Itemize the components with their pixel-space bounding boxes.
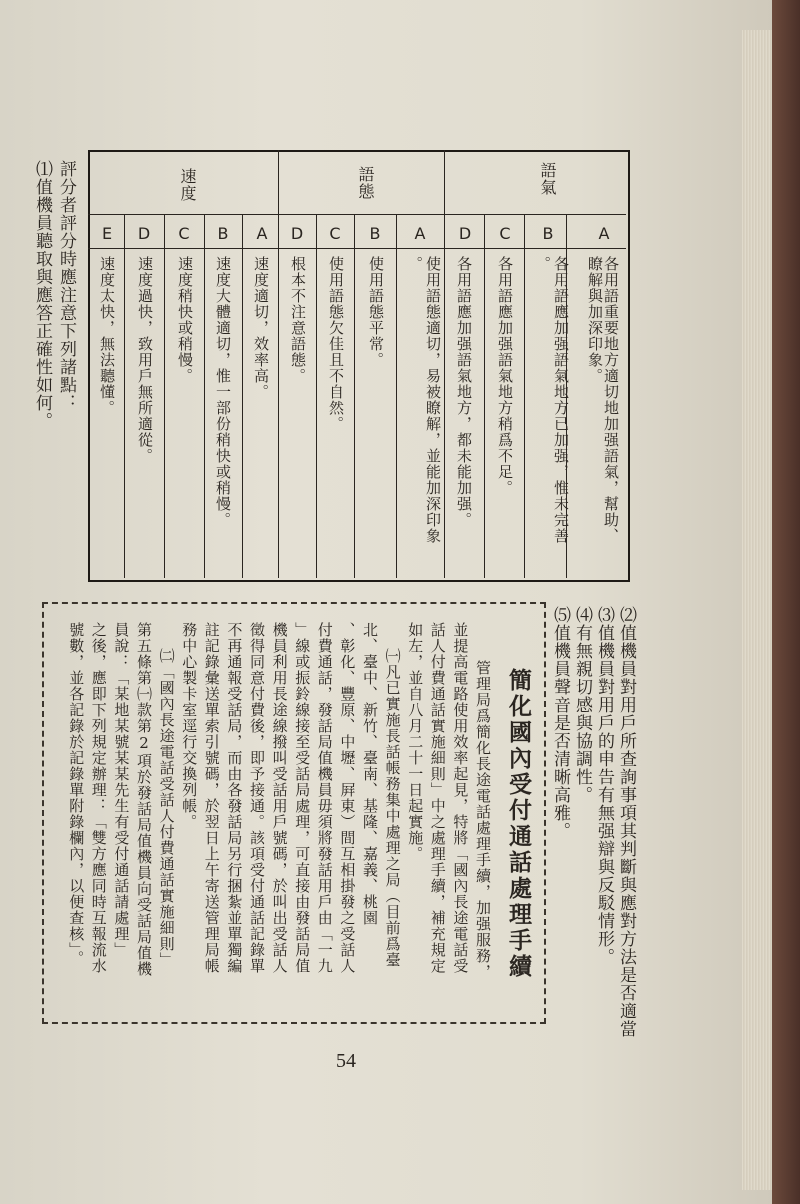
col-separator xyxy=(484,214,485,578)
article-column: 務中心製卡室逕行交換列帳。 xyxy=(180,622,199,830)
grade-letter: B xyxy=(217,224,229,243)
note-item-3: ⑶值機員對用戶的申告有無强辯與反駁情形。 xyxy=(594,606,614,966)
article-column: 」線或振鈴線接至受話局處理，可直接由發話局值 xyxy=(293,622,312,974)
article-column: 註記錄彙送單索引號碼，於翌日上午寄送管理局帳 xyxy=(202,622,221,974)
article-column: 第五條第㈠款第2項於發話局值機員向受話局值機 xyxy=(135,622,153,977)
grade-letter: E xyxy=(101,224,113,243)
article-column: 不再通報受話局，而由各發話局另行捆紮並單獨編 xyxy=(225,622,244,974)
grade-letter: A xyxy=(256,224,268,243)
grade-letter: B xyxy=(542,224,554,243)
desc-tone-b: 。 xyxy=(534,256,552,272)
book-spine xyxy=(772,0,800,1204)
desc-speed-a: 速度適切，效率高。 xyxy=(252,256,270,400)
article-column: 付費通話，發話局值機員毋須將發話用戶由「一九 xyxy=(315,622,334,974)
article-column: 之後，應即下列規定辦理：「雙方應同時互報流水 xyxy=(89,622,108,974)
notes-item-1: ⑴值機員聽取與應答正確性如何。 xyxy=(32,160,52,430)
col-separator xyxy=(124,214,125,578)
grade-letter: B xyxy=(369,224,381,243)
desc-attitude-b: 使用語態平常。 xyxy=(367,256,385,368)
desc-tone-c: 各用語應加强語氣地方稍爲不足。 xyxy=(496,256,514,496)
article-title: 簡化國內受付通話處理手續 xyxy=(505,668,532,980)
desc-tone-a: 各用語重要地方適切地加强語氣，幫助、 xyxy=(602,256,620,544)
grade-letter: D xyxy=(290,224,304,243)
col-separator xyxy=(354,214,355,578)
grade-letter: C xyxy=(178,224,190,243)
article-column: 員說：「某地某號某某先生有受付通話請處理」 xyxy=(112,622,131,958)
desc-speed-d: 速度過快，致用戶無所適從。 xyxy=(136,256,154,464)
grade-letter: A xyxy=(414,224,426,243)
article-column: 號數，並各記錄於記錄單附錄欄內，以便查核」。 xyxy=(67,622,86,967)
col-separator xyxy=(204,214,205,578)
desc-attitude-c: 使用語態欠佳且不自然。 xyxy=(327,256,345,432)
notes-heading: 評分者評分時應注意下列諸點： xyxy=(56,160,76,412)
header-divider xyxy=(88,214,626,215)
group-header-tone: 語氣 xyxy=(538,162,557,196)
article-column: 機員利用長途線撥叫受話用戶號碼，於叫出受話人 xyxy=(270,622,289,974)
article-column: 如左，並自八月二十一日起實施。 xyxy=(406,622,425,862)
desc-speed-c: 速度稍快或稍慢。 xyxy=(176,256,194,384)
article-column: 並提高電路使用效率起見，特將「國內長途電話受 xyxy=(451,622,470,974)
article-column: 、彰化、豐原、中壢、屛東）間互相掛發之受話人 xyxy=(338,622,357,974)
col-separator xyxy=(396,214,397,578)
article-column: ㈠凡已實施長話帳務集中處理之局（目前爲臺 xyxy=(383,648,402,968)
desc-tone-d: 各用語應加强語氣地方，都未能加强。 xyxy=(455,256,473,528)
note-item-2: ⑵值機員對用戶所查詢事項其判斷與應對方法是否適當 xyxy=(616,606,636,1038)
desc-tone-b: 各用語應加强語氣地方已加强，惟未完善 xyxy=(552,256,570,544)
grade-letter: C xyxy=(499,224,511,243)
grade-letter: A xyxy=(598,224,610,243)
grade-letter: D xyxy=(458,224,472,243)
article-column: 話人付費通話實施細則」中之處理手續，補充規定 xyxy=(428,622,447,974)
desc-speed-b: 速度大體適切，惟一部份稍快或稍慢。 xyxy=(214,256,232,528)
article-column: 北、臺中、新竹、臺南、基隆、嘉義、桃園 xyxy=(361,622,379,926)
note-item-4: ⑷有無親切感與協調性。 xyxy=(572,606,592,804)
group-separator-attitude xyxy=(444,150,445,578)
col-separator xyxy=(242,214,243,578)
group-separator-speed xyxy=(278,150,279,578)
desc-attitude-d: 根本不注意語態。 xyxy=(289,256,307,384)
page-edges xyxy=(742,30,772,1190)
desc-attitude-a: 使用語態適切，易被瞭解，並能加深印象 xyxy=(424,256,442,544)
grade-divider xyxy=(88,248,626,249)
article-column: ㈡「國內長途電話受話人付費通話實施細則」 xyxy=(157,648,176,968)
article-column: 徵得同意付費後，即予接通。該項受付通話記錄單 xyxy=(248,622,266,974)
article-column: 管理局爲簡化長途電話處理手續，加强服務， xyxy=(474,660,492,980)
desc-tone-a: 瞭解與加深印象。 xyxy=(586,256,604,384)
note-item-5: ⑸值機員聲音是否清晰高雅。 xyxy=(550,606,570,840)
desc-speed-e: 速度太快，無法聽懂。 xyxy=(98,256,116,416)
grade-letter: D xyxy=(137,224,151,243)
col-separator xyxy=(164,214,165,578)
col-separator xyxy=(524,214,525,578)
desc-attitude-a: 。 xyxy=(406,256,424,272)
group-header-attitude: 語態 xyxy=(356,166,375,200)
grade-letter: C xyxy=(329,224,341,243)
group-header-speed: 速度 xyxy=(178,168,197,202)
col-separator xyxy=(316,214,317,578)
page-number: 54 xyxy=(336,1050,356,1072)
